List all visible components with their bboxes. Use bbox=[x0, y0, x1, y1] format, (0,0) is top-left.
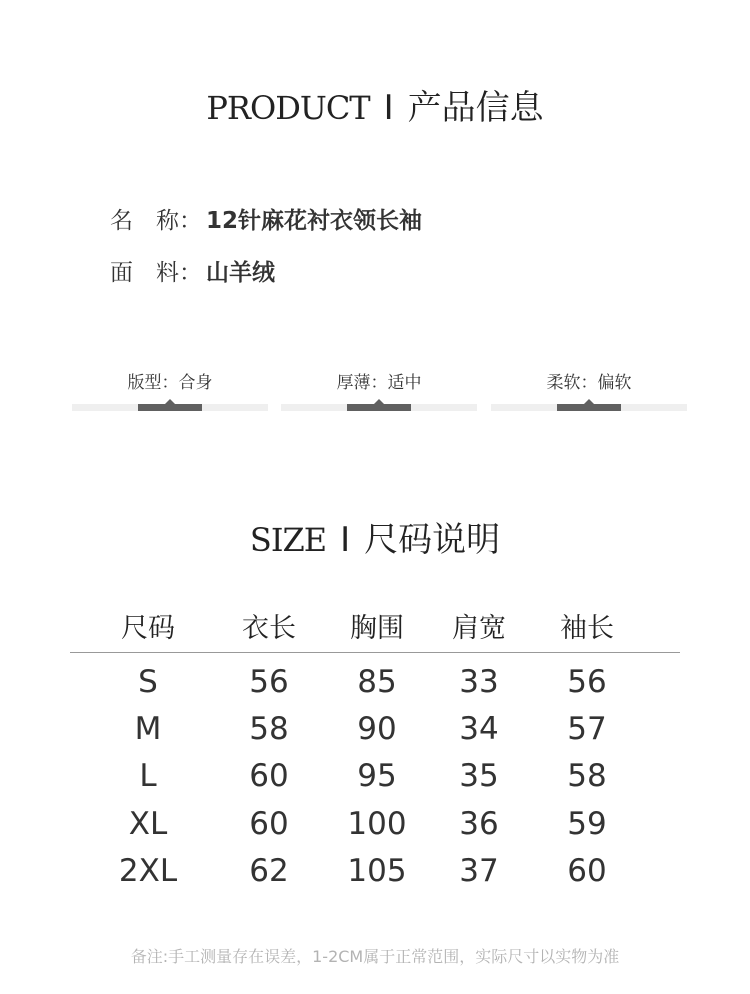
header-length: 衣长 bbox=[242, 613, 296, 644]
table-cell: 58 bbox=[567, 758, 607, 794]
table-cell: 95 bbox=[357, 758, 397, 794]
thickness-indicator bbox=[347, 404, 411, 411]
fabric-label: 面 料： bbox=[110, 260, 202, 286]
softness-caret-icon bbox=[584, 399, 594, 404]
table-cell: 105 bbox=[347, 853, 407, 889]
title-divider: I bbox=[383, 88, 394, 128]
softness-indicator bbox=[557, 404, 621, 411]
product-title-en: PRODUCT bbox=[206, 89, 370, 127]
table-cell: M bbox=[134, 711, 162, 747]
fabric-value: 山羊绒 bbox=[206, 260, 275, 286]
fit-label: 版型：合身 bbox=[127, 373, 213, 393]
table-cell: 35 bbox=[459, 758, 499, 794]
header-size: 尺码 bbox=[121, 613, 175, 644]
product-title-zh: 产品信息 bbox=[407, 88, 544, 128]
thickness-label: 厚薄：适中 bbox=[336, 373, 422, 393]
table-cell: 34 bbox=[459, 711, 499, 747]
table-cell: XL bbox=[128, 806, 168, 842]
table-cell: S bbox=[138, 664, 158, 700]
thickness-caret-icon bbox=[374, 399, 384, 404]
table-divider bbox=[70, 652, 680, 653]
table-cell: 60 bbox=[567, 853, 607, 889]
table-cell: 37 bbox=[459, 853, 499, 889]
footnote: 备注:手工测量存在误差，1-2CM属于正常范围，实际尺寸以实物为准 bbox=[130, 947, 620, 966]
product-name-value: 12针麻花衬衣领长袖 bbox=[206, 208, 423, 234]
table-cell: 57 bbox=[567, 711, 607, 747]
size-title-en: SIZE bbox=[249, 521, 327, 559]
size-title-zh: 尺码说明 bbox=[364, 520, 501, 560]
table-cell: 36 bbox=[459, 806, 499, 842]
fit-caret-icon bbox=[165, 399, 175, 404]
product-name-label: 名 称： bbox=[110, 208, 202, 234]
table-cell: 58 bbox=[249, 711, 289, 747]
header-chest: 胸围 bbox=[350, 613, 404, 644]
softness-label: 柔软：偏软 bbox=[546, 373, 632, 393]
fabric-row bbox=[110, 254, 275, 287]
table-cell: 90 bbox=[357, 711, 397, 747]
fit-indicator bbox=[138, 404, 202, 411]
table-cell: L bbox=[139, 758, 157, 794]
table-cell: 60 bbox=[249, 758, 289, 794]
table-cell: 60 bbox=[249, 806, 289, 842]
table-cell: 56 bbox=[567, 664, 607, 700]
product-section-title bbox=[0, 80, 750, 129]
header-sleeve: 袖长 bbox=[560, 613, 614, 644]
table-cell: 2XL bbox=[118, 853, 178, 889]
size-title-divider: I bbox=[340, 520, 351, 560]
size-section-title bbox=[0, 512, 750, 561]
table-cell: 85 bbox=[357, 664, 397, 700]
table-cell: 56 bbox=[249, 664, 289, 700]
product-name-row bbox=[110, 202, 422, 235]
table-cell: 59 bbox=[567, 806, 607, 842]
header-shoulder: 肩宽 bbox=[452, 613, 506, 644]
table-cell: 62 bbox=[249, 853, 289, 889]
table-cell: 33 bbox=[459, 664, 499, 700]
table-cell: 100 bbox=[347, 806, 407, 842]
